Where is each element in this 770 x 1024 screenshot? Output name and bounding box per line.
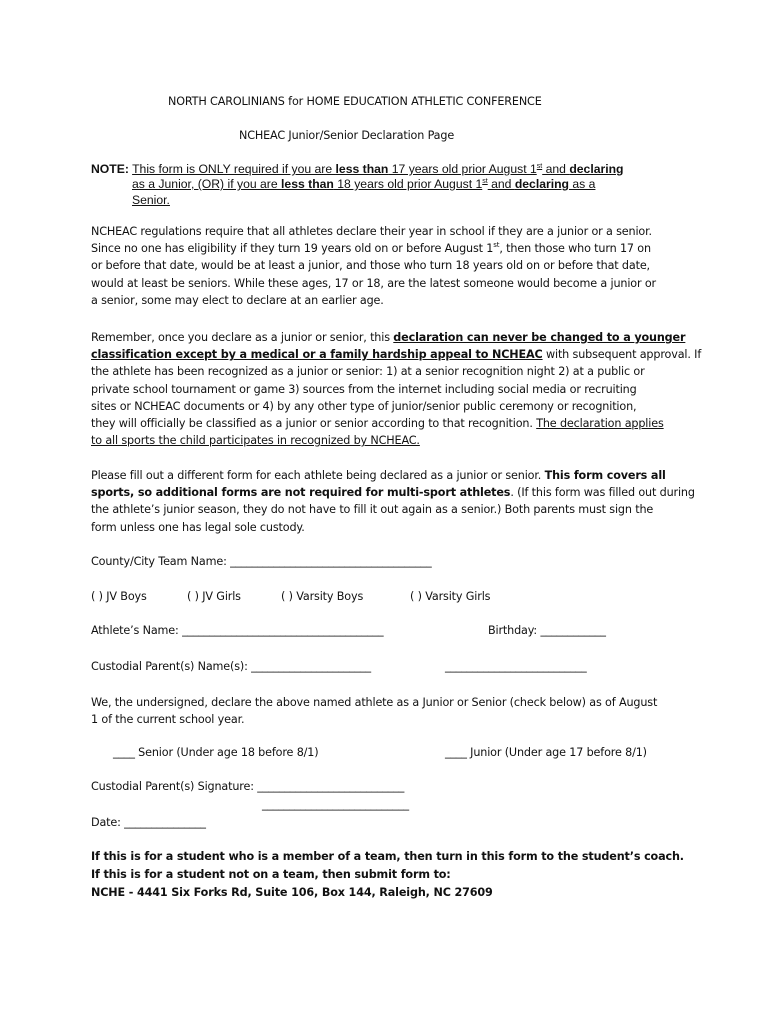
birthday-field[interactable]: Birthday: ____________	[488, 624, 606, 637]
option-varsity-boys[interactable]: ( ) Varsity Boys	[281, 590, 364, 603]
signature-field[interactable]: Custodial Parent(s) Signature: ___________________________	[91, 780, 405, 793]
instructions-paragraph: Please fill out a different form for each athlete being declared as a junior or senior. This form covers all sports, so additional forms are not required for multi-sport athletes. (If this form was filled out during the athlete’s junior season, they do not have to fill it out again as a senior.) Both parents must sign the form unless one has legal sole custody.	[91, 469, 695, 534]
note-line-1: NOTE: This form is ONLY required if you are less than 17 years old prior August 1st and declaring	[91, 162, 624, 176]
footer-address: NCHE - 4441 Six Forks Rd, Suite 106, Box 144, Raleigh, NC 27609	[91, 886, 493, 899]
option-varsity-girls[interactable]: ( ) Varsity Girls	[410, 590, 491, 603]
custodial-parent-names-field[interactable]: Custodial Parent(s) Name(s): ______________________	[91, 660, 371, 673]
regulations-paragraph: NCHEAC regulations require that all athletes declare their year in school if they are a junior or a senior. Since no one has eligibility if they turn 19 years old on or before August 1st, then those who turn 17 on or before that date, would be at least a junior, and those who turn 18 years old on or before that date, would at least be seniors. While these ages, 17 or 18, are the latest someone would become a junior or a senior, some may elect to declare at an earlier age.	[91, 225, 656, 307]
note-line-3: Senior.	[132, 193, 170, 207]
footer-submit-line: If this is for a student not on a team, then submit form to:	[91, 868, 451, 881]
athlete-name-field[interactable]: Athlete’s Name: _____________________________________	[91, 624, 384, 637]
conference-title: NORTH CAROLINIANS for HOME EDUCATION ATHLETIC CONFERENCE	[168, 95, 542, 108]
remember-paragraph: Remember, once you declare as a junior or senior, this declaration can never be changed to a younger classification except by a medical or a family hardship appeal to NCHEAC with subsequent approval. If the athlete has been recognized as a junior or senior: 1) at a senior recognition night 2) at a public or private school tournament or game 3) sources from the internet including social media or recruiting sites or NCHEAC documents or 4) by any other type of junior/senior public ceremony or recognition, they will officially be classified as a junior or senior according to that recognition. The declaration applies to all sports the child participates in recognized by NCHEAC.	[91, 331, 702, 448]
senior-check-field[interactable]: ____ Senior (Under age 18 before 8/1)	[113, 746, 319, 759]
custodial-parent-name-2-field[interactable]: __________________________	[445, 660, 587, 673]
date-field[interactable]: Date: _______________	[91, 816, 206, 829]
option-jv-boys[interactable]: ( ) JV Boys	[91, 590, 147, 603]
signature-field-2[interactable]: ___________________________	[262, 798, 409, 811]
note-line-2: as a Junior, (OR) if you are less than 18 years old prior August 1st and declaring as a	[132, 177, 596, 191]
page-title: NCHEAC Junior/Senior Declaration Page	[239, 129, 455, 142]
junior-check-field[interactable]: ____ Junior (Under age 17 before 8/1)	[445, 746, 647, 759]
option-jv-girls[interactable]: ( ) JV Girls	[187, 590, 241, 603]
team-name-field[interactable]: County/City Team Name: _____________________________________	[91, 555, 432, 568]
undersigned-statement: We, the undersigned, declare the above named athlete as a Junior or Senior (check below) as of August 1 of the current school year.	[91, 696, 658, 727]
footer-coach-line: If this is for a student who is a member of a team, then turn in this form to the student’s coach.	[91, 850, 684, 863]
